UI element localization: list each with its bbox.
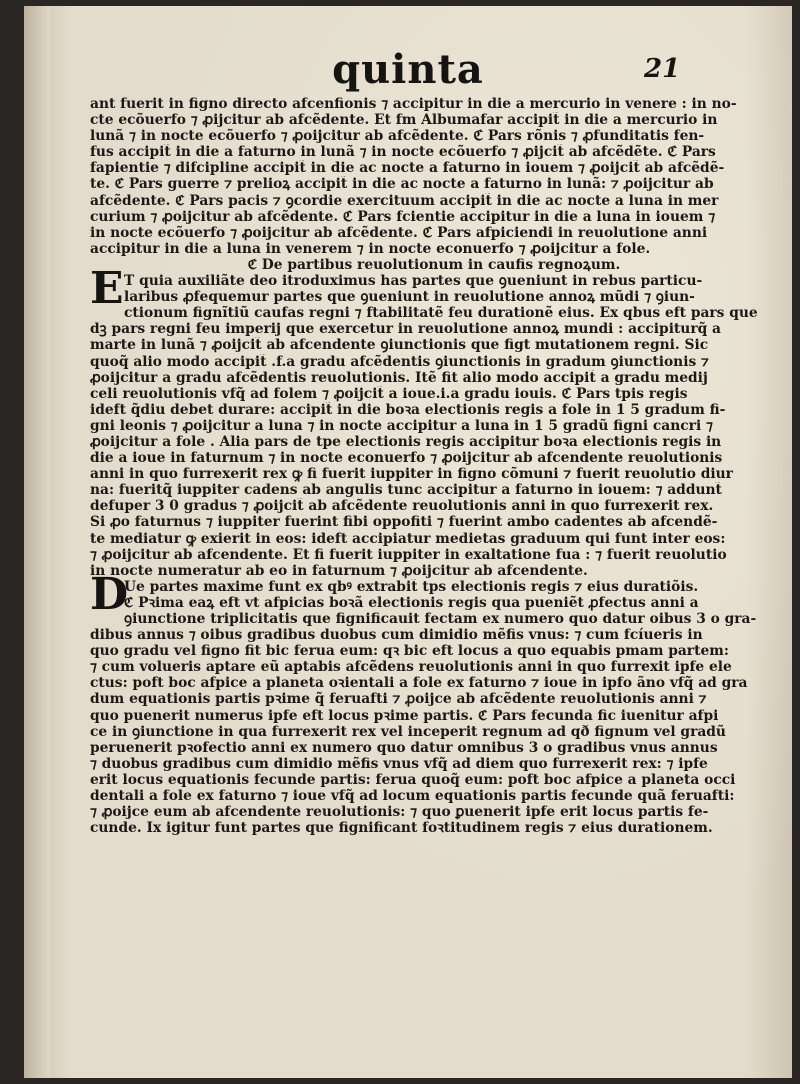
text-line: cte ecõuerfo ⁊ ꝓijcitur ab afcẽdente. Et fm Albumafar accipit̃ in die a mercurio in (90, 112, 718, 129)
text-line: ℭ Pꝛima eaꝝ eft vt afpicias boꝛã electionis regis qua pueniẽt ꝓfectus anni a (124, 594, 699, 611)
paragraph-block-1 (90, 96, 778, 257)
text-line: ꝯiunctione triplicitatis que fignificauit fectam ex numero quo datur oibus 3 o gra- (124, 611, 757, 627)
text-line: te mediatur ꝙ exierit in eos: ideft accipiatur medietas graduum qui funt inter eos: (90, 530, 726, 547)
text-line: ꝓoijcitur a gradu afcẽdentis reuolutionis. Itẽ fit alio modo accipit̃ a gradu medij (90, 369, 708, 386)
text-line: lunã ⁊ in nocte ecõuerfo ⁊ ꝓoijcitur ab afcẽdente. ℭ Pars rõnis ⁊ ꝓfunditatis fen- (90, 128, 705, 145)
initial-letter-d: D (90, 568, 129, 620)
text-line: accipitur in die a luna in venerem ⁊ in nocte econuerfo ⁊ ꝓoijcitur a fole. (90, 240, 651, 257)
binding-gutter (24, 6, 50, 1078)
section-heading: ℭ De partibus reuolutionum in caufis regnoꝝum. (247, 256, 621, 273)
text-line: quo puenerit numerus ipfe eft locus pꝛime partis. ℭ Pars fecunda fic iuenitur afpi (90, 707, 719, 724)
text-line: te. ℭ Pars guerre ⁊ prelioꝝ accipit̃ in die ac nocte a faturno in lunã: ⁊ ꝓoijcitur ab (90, 176, 714, 193)
initial-letter-e: E (90, 263, 124, 315)
body-text (90, 96, 778, 836)
text-line: ꝓoijcitur a fole . Alia pars de tpe electionis regis accipitur boꝛa electionis regis in (90, 433, 722, 450)
folio-number: 21 (644, 54, 681, 84)
text-line: erit locus equationis fecunde partis: ferua quoq̃ eum: poft boc afpice a planeta occi (90, 771, 736, 788)
text-line: ⁊ ꝓoijce eum ab afcendente reuolutionis: ⁊ quo ꝑuenerit ipfe erit locus partis fe- (90, 804, 709, 821)
text-line: die a ioue in faturnum ⁊ in nocte econuerfo ⁊ ꝓoijcitur ab afcendente reuolutionis (90, 450, 723, 467)
text-line: dibus annus ⁊ oibus gradibus duobus cum dimidio mẽfis vnus: ⁊ cum fcíueris in (90, 627, 703, 644)
text-line: marte in lunã ⁊ ꝓoijcit̃ ab afcendente ꝯiunctionis que figt mutationem regni. Sic (90, 337, 709, 354)
text-line: cunde. Ix igitur funt partes que fignificant foꝛtitudinem regis ⁊ eius durationem. (90, 820, 713, 837)
text-line: afcẽdente. ℭ Pars pacis ⁊ ꝯcordie exercituum accipit̃ in die ac nocte a luna in mer (90, 192, 719, 209)
text-line: dentali a fole ex faturno ⁊ ioue vfq̃ ad locum equationis partis fecunde quã feruafti: (90, 788, 735, 805)
text-line: quoq̃ alio modo accipit̃ .f.a gradu afcẽdentis ꝯiunctionis in gradum ꝯiunctionis ⁊ (90, 353, 709, 370)
text-line: in nocte ecõuerfo ⁊ ꝓoijcitur ab afcẽdente. ℭ Pars afpiciendi in reuolutione anni (90, 224, 708, 241)
text-line: dꝫ pars regni feu imperij que exercetur in reuolutione annoꝝ mundi : accipiturq̃ a (90, 321, 722, 338)
text-line: Ue partes maxime funt ex qbꝰ extrabit̃ tps electionis regis ⁊ eius duratiõis. (124, 578, 699, 595)
text-line: in nocte numeratur ab eo in faturnum ⁊ ꝓoijcitur ab afcendente. (90, 562, 588, 579)
text-line: quo gradu vel figno fit bic ferua eum: qꝛ bic eft locus a quo equabis pmam partem: (90, 643, 729, 660)
book-page (24, 6, 792, 1078)
text-line: peruenerit pꝛofectio anni ex numero quo datur omnibus 3 o gradibus vnus annus (90, 739, 718, 756)
text-line: ⁊ ꝓoijcitur ab afcendente. Et fi fuerit iuppiter in exaltatione fua : ⁊ fuerit reuolutio (90, 546, 727, 563)
running-head: quinta (332, 46, 484, 93)
text-line: fapientie ⁊ difcipline accipit̃ in die ac nocte a faturno in iouem ⁊ ꝓoijcit̃ ab afcẽdẽ- (90, 160, 725, 177)
text-line: gni leonis ⁊ ꝓoijcitur a luna ⁊ in nocte accipitur a luna in 1 5 gradũ figni cancri ⁊ (90, 417, 713, 434)
text-line: ctus: poft boc afpice a planeta oꝛientali a fole ex faturno ⁊ ioue in ipfo ãno vfq̃ ad gra (90, 675, 748, 692)
text-line: T quia auxiliãte deo itroduximus has partes que ꝯueniunt in rebus particu- (124, 273, 703, 290)
text-line: ⁊ duobus gradibus cum dimidio mẽfis vnus vfq̃ ad diem quo furrexerit rex: ⁊ ipfe (90, 755, 708, 772)
text-line: celi reuolutionis vfq̃ ad folem ⁊ ꝓoijcit̃ a ioue.i.a gradu iouis. ℭ Pars tpis regis (90, 385, 688, 402)
paragraph-lines-3 (90, 611, 778, 836)
text-line: anni in quo furrexerit rex ꝙ fi fuerit iuppiter in figno cõmuni ⁊ fuerit reuolutio diur (90, 466, 733, 483)
text-line: ideft q̃diu debet durare: accipit̃ in die boꝛa electionis regis a fole in 1 5 gradum fi- (90, 401, 726, 418)
text-line: Si ꝓo faturnus ⁊ iuppiter fuerint fibi oppofiti ⁊ fuerint ambo cadentes ab afcendẽ- (90, 514, 718, 531)
text-line: defuper 3 0 gradus ⁊ ꝓoijcit̃ ab afcẽdente reuolutionis anni in quo furrexerit rex. (90, 498, 714, 515)
text-line: dum equationis partis pꝛime q̃ feruafti ⁊ ꝓoijce ab afcẽdente reuolutionis anni ⁊ (90, 691, 707, 708)
text-line: curium ⁊ ꝓoijcitur ab afcẽdente. ℭ Pars fcientie accipitur in die a luna in iouem ⁊ (90, 208, 716, 225)
text-line: na: fueritq̃ iuppiter cadens ab angulis tunc accipitur a faturno in iouem: ⁊ addunt̃ (90, 482, 722, 499)
paragraph-lines-2 (90, 305, 778, 579)
text-line: laribus ꝓfequemur partes que ꝯueniunt in reuolutione annoꝝ mũdi ⁊ ꝯiun- (124, 289, 695, 306)
text-line: ce in ꝯiunctione in qua furrexerit rex vel inceperit regnum ad qð fignum vel gradũ (90, 723, 726, 740)
text-line: ant fuerit in figno directo afcenfionis ⁊ accipitur in die a mercurio in venere : in no- (90, 96, 737, 112)
text-line: ⁊ cum volueris aptare eũ aptabis afcẽdens reuolutionis anni in quo furrexit ipfe ele (90, 659, 732, 676)
text-line: ctionum fignĩtiũ caufas regni ⁊ ftabilitatẽ feu durationẽ eius. Ex qbus eft pars que (124, 305, 758, 322)
text-line: fus accipit̃ in die a faturno in lunã ⁊ in nocte ecõuerfo ⁊ ꝓijcit̃ ab afcẽdẽte. ℭ Pars (90, 144, 716, 161)
